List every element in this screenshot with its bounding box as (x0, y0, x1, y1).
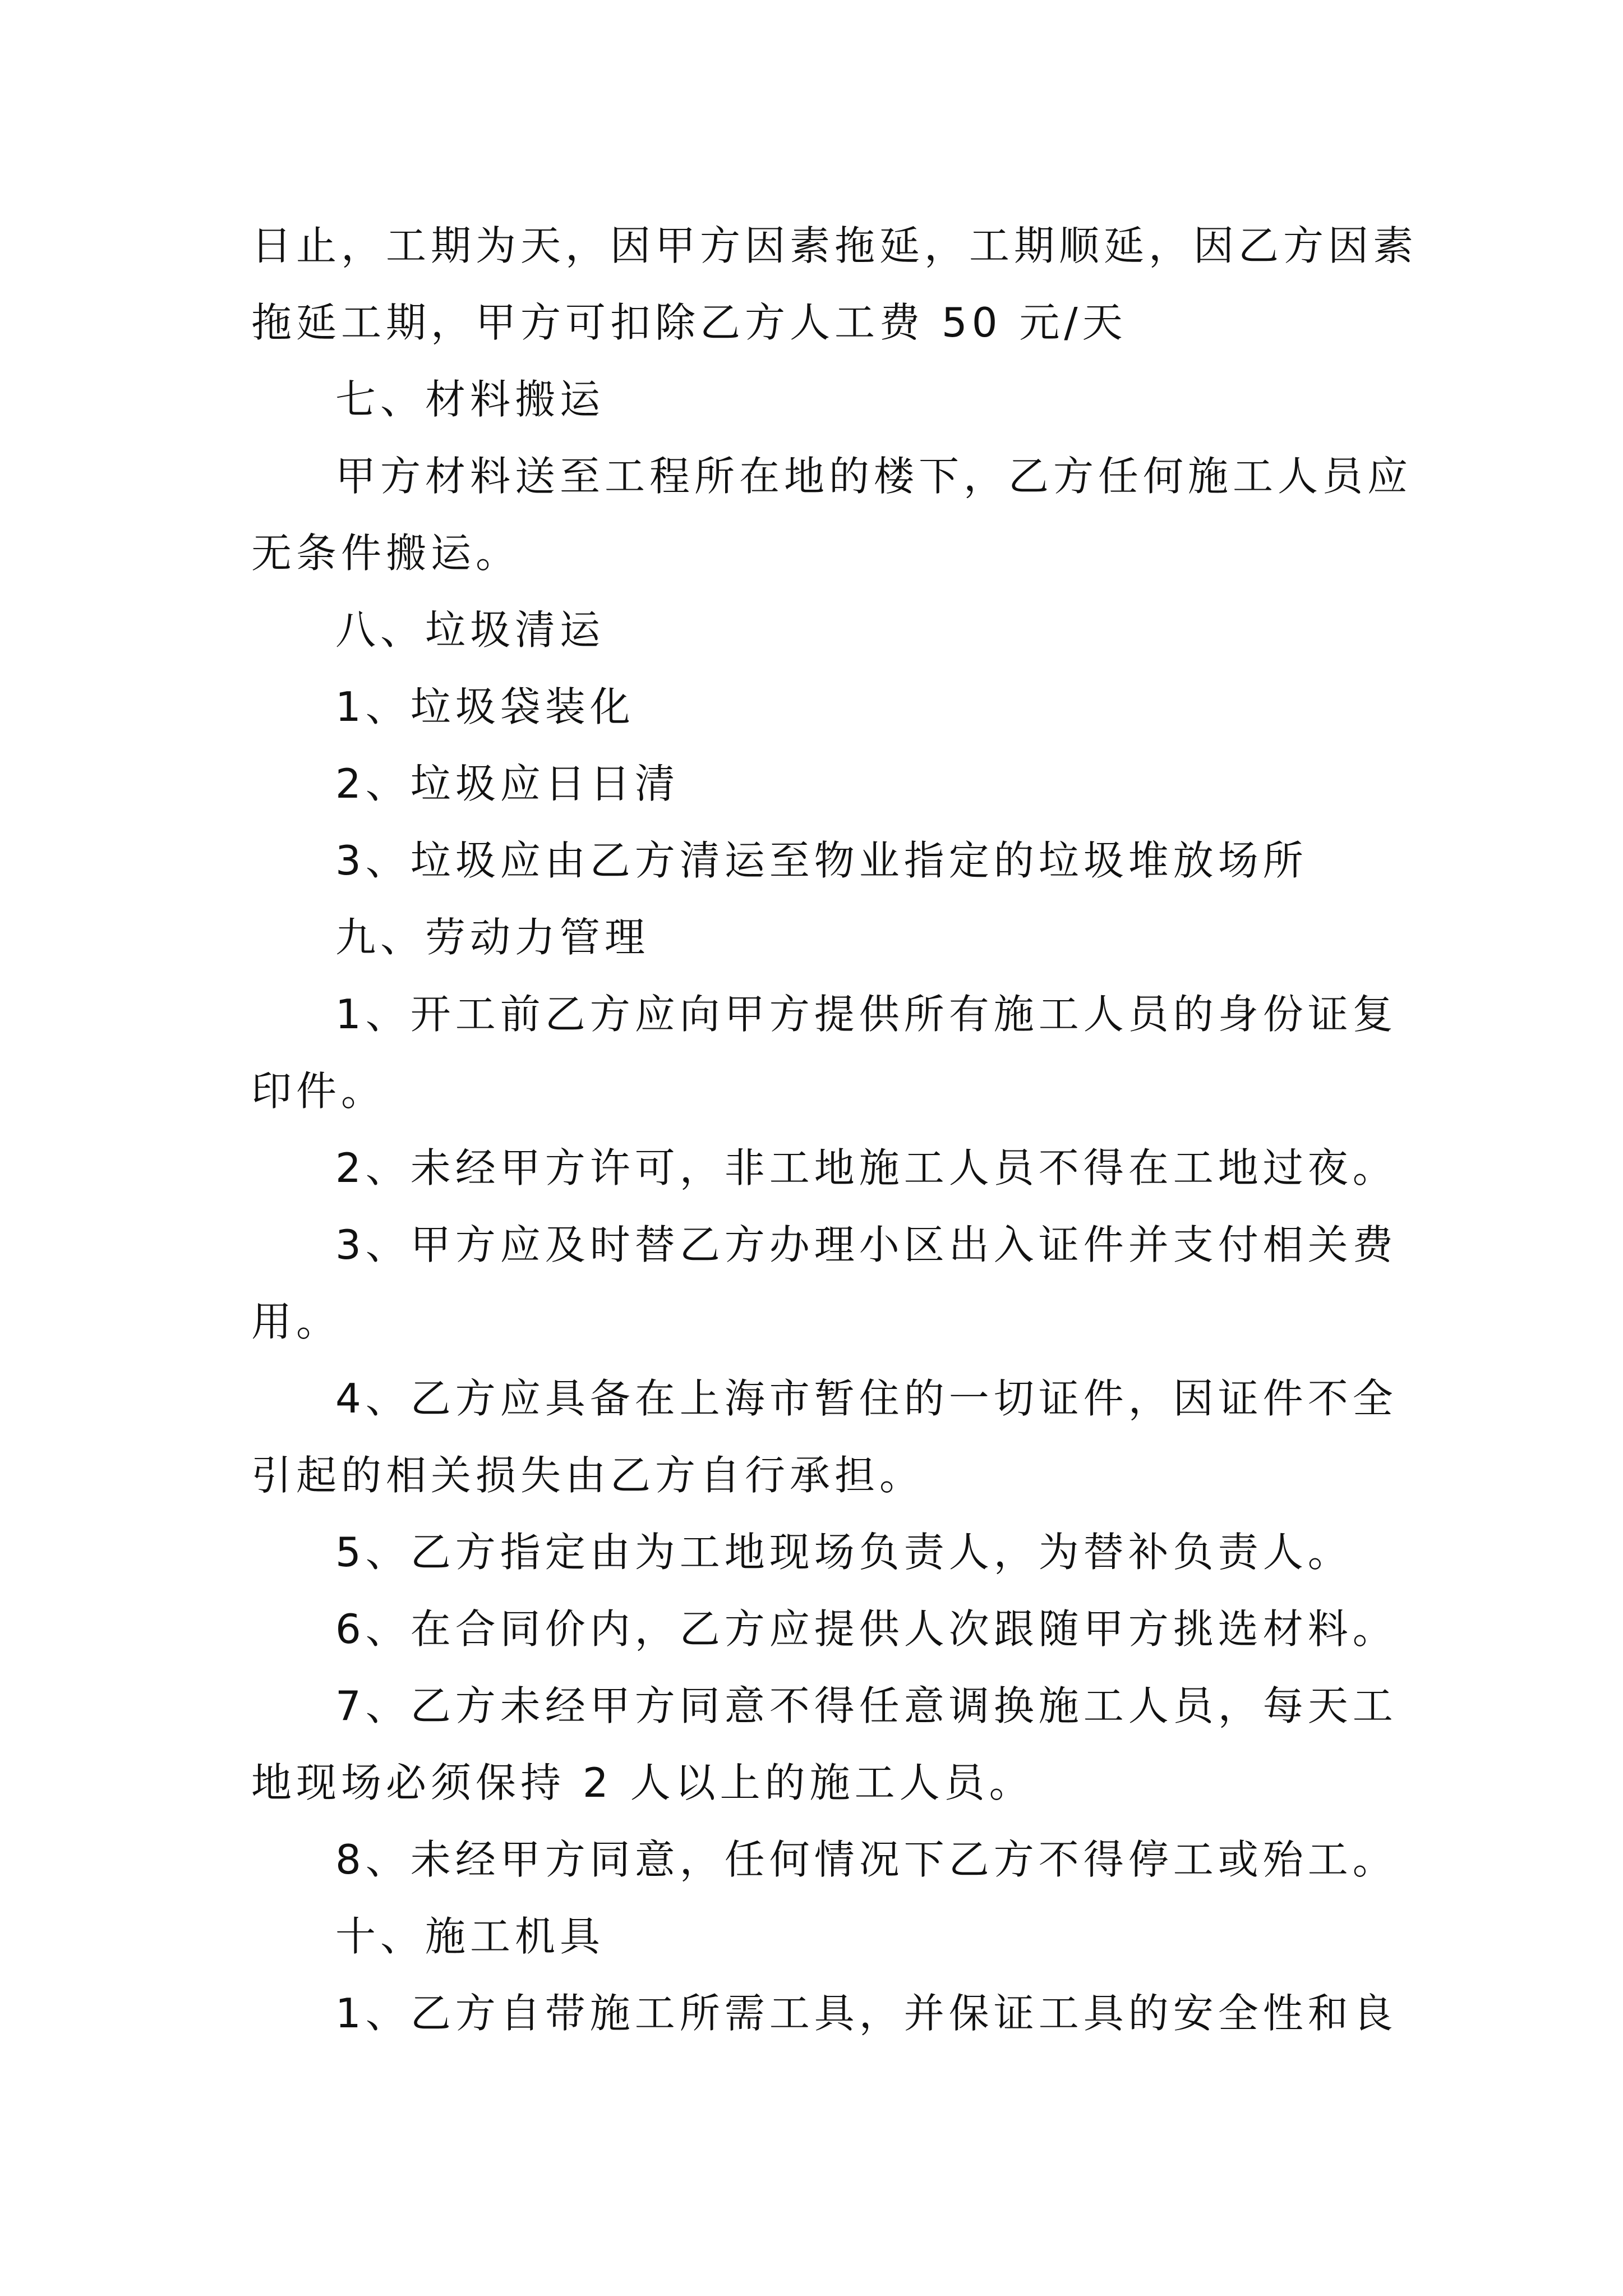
paragraph-line: 拖延工期，甲方可扣除乙方人工费 50 元/天 (251, 299, 1127, 346)
section-heading: 九、劳动力管理 (335, 914, 650, 961)
document-body (251, 208, 1418, 2052)
section-heading: 七、材料搬运 (335, 376, 605, 423)
list-item: 1、垃圾袋装化 (335, 683, 635, 730)
paragraph-line: 甲方材料送至工程所在地的楼下，乙方任何施工人员应 (335, 453, 1413, 500)
list-item: 7、乙方未经甲方同意不得任意调换施工人员，每天工 (335, 1682, 1398, 1729)
section-heading: 八、垃圾清运 (335, 606, 605, 654)
section-heading: 十、施工机具 (335, 1913, 605, 1960)
paragraph-line: 印件。 (251, 1068, 386, 1115)
list-item: 6、在合同价内，乙方应提供人次跟随甲方挑选材料。 (335, 1605, 1398, 1653)
list-item: 5、乙方指定由为工地现场负责人，为替补负责人。 (335, 1529, 1353, 1576)
list-item: 8、未经甲方同意，任何情况下乙方不得停工或殆工。 (335, 1836, 1398, 1883)
list-item: 3、甲方应及时替乙方办理小区出入证件并支付相关费 (335, 1221, 1398, 1268)
list-item: 1、开工前乙方应向甲方提供所有施工人员的身份证复 (335, 991, 1398, 1038)
list-item: 2、垃圾应日日清 (335, 760, 680, 807)
list-item: 2、未经甲方许可，非工地施工人员不得在工地过夜。 (335, 1144, 1398, 1191)
list-item: 4、乙方应具备在上海市暂住的一切证件，因证件不全 (335, 1375, 1398, 1422)
paragraph-line: 日止，工期为天，因甲方因素拖延，工期顺延，因乙方因素 (251, 222, 1418, 269)
paragraph-line: 地现场必须保持 2 人以上的施工人员。 (251, 1759, 1034, 1806)
list-item: 1、乙方自带施工所需工具，并保证工具的安全性和良 (335, 1990, 1398, 2037)
paragraph-line: 用。 (251, 1298, 342, 1345)
list-item: 3、垃圾应由乙方清运至物业指定的垃圾堆放场所 (335, 837, 1308, 884)
paragraph-line: 引起的相关损失由乙方自行承担。 (251, 1452, 925, 1499)
paragraph-line: 无条件搬运。 (251, 530, 521, 577)
